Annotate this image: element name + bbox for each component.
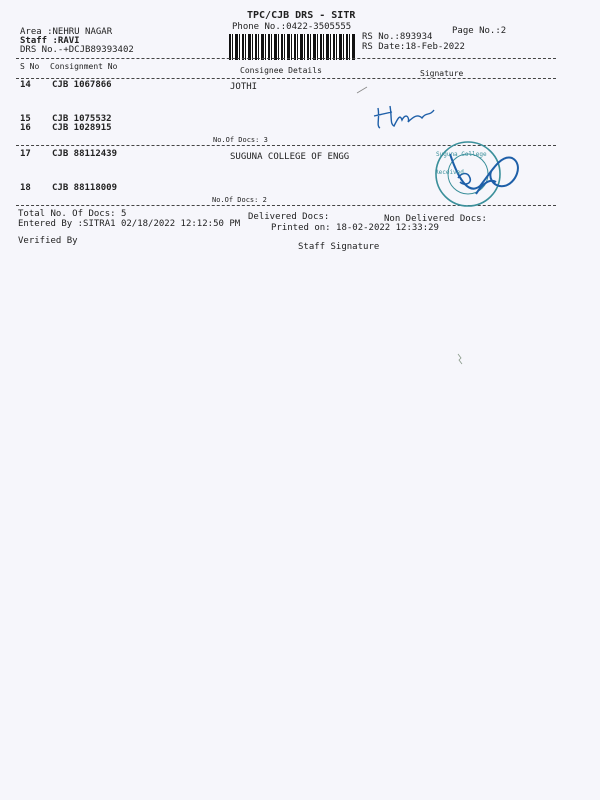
document-title: TPC/CJB DRS - SITR bbox=[247, 10, 356, 21]
col-sno: S No bbox=[20, 62, 40, 71]
staff-signature-label: Staff Signature bbox=[298, 242, 380, 252]
phone-number: Phone No.:0422-3505555 bbox=[232, 22, 352, 32]
total-docs: Total No. Of Docs: 5 bbox=[18, 209, 127, 219]
printed-on: Printed on: 18-02-2022 12:33:29 bbox=[271, 223, 439, 233]
stamp-text: Suguna College bbox=[436, 151, 487, 158]
row-sno: 18 bbox=[20, 183, 31, 193]
row-sno: 14 bbox=[20, 80, 31, 90]
entered-by: Entered By :SITRA1 02/18/2022 12:12:50 PM bbox=[18, 219, 241, 229]
docs-count: No.Of Docs: 3 bbox=[213, 136, 268, 144]
row-consignment: CJB 1067866 bbox=[52, 80, 112, 90]
col-consignment: Consignment No bbox=[50, 62, 118, 71]
stamp-text: Received bbox=[435, 169, 464, 176]
row-consignee: SUGUNA COLLEGE OF ENGG bbox=[230, 152, 350, 162]
col-signature: Signature bbox=[420, 69, 464, 78]
verified-by: Verified By bbox=[18, 236, 78, 246]
row-consignment: CJB 88112439 bbox=[52, 149, 118, 159]
row-sno: 15 bbox=[20, 114, 31, 124]
drs-number: DRS No.-+DCJB89393402 bbox=[20, 45, 134, 55]
tick-mark bbox=[355, 85, 371, 95]
non-delivered-docs: Non Delivered Docs: bbox=[384, 214, 487, 224]
speck-mark bbox=[455, 352, 465, 366]
staff-label: Staff :RAVI bbox=[20, 36, 80, 46]
divider bbox=[16, 58, 556, 59]
rs-number: RS No.:893934 bbox=[362, 32, 433, 42]
page-number: Page No.:2 bbox=[452, 26, 507, 36]
row-consignment: CJB 88118009 bbox=[52, 183, 118, 193]
row-consignment: CJB 1028915 bbox=[52, 123, 112, 133]
col-consignee: Consignee Details bbox=[240, 66, 322, 75]
delivered-docs: Delivered Docs: bbox=[248, 212, 330, 222]
row-consignee: JOTHI bbox=[230, 82, 258, 92]
docs-count: No.Of Docs: 2 bbox=[212, 196, 267, 204]
row-consignment: CJB 1075532 bbox=[52, 114, 112, 124]
divider bbox=[16, 78, 556, 79]
signature-scribble bbox=[370, 98, 440, 134]
row-sno: 17 bbox=[20, 149, 31, 159]
barcode bbox=[229, 34, 355, 60]
area-label: Area :NEHRU NAGAR bbox=[20, 27, 113, 37]
rs-date: RS Date:18-Feb-2022 bbox=[362, 42, 465, 52]
row-sno: 16 bbox=[20, 123, 31, 133]
